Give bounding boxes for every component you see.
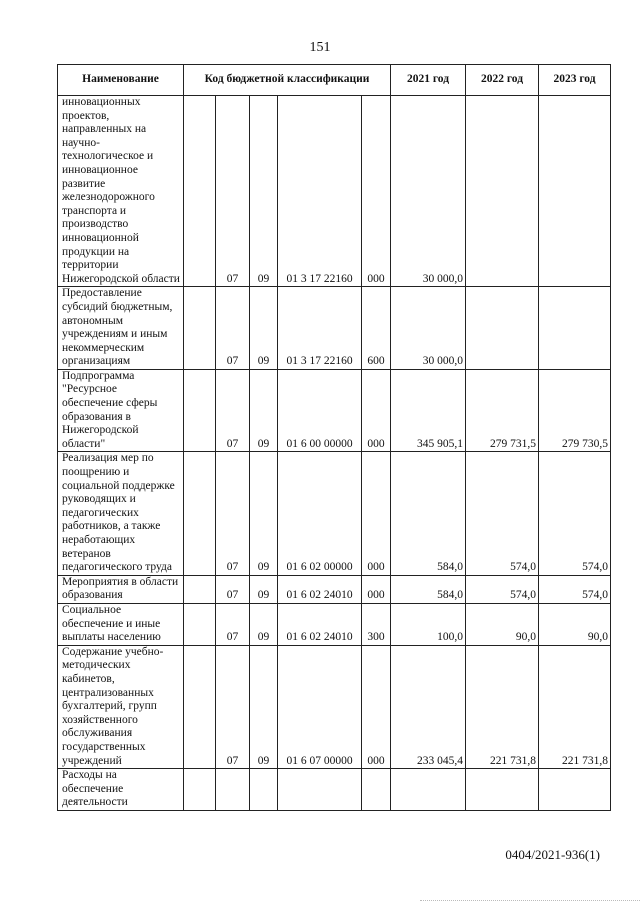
value-2023 [539,769,611,811]
row-name: Реализация мер по поощрению и социальной поддержке руководящих и педагогических работников, а также неработающих ветеранов педагогического труда [58,452,184,575]
empty-code-cell [184,96,216,287]
row-name: Расходы на обеспечение деятельности [58,769,184,811]
code-target: 01 6 02 00000 [278,452,362,575]
code-target: 01 6 02 24010 [278,603,362,645]
code-expense-type [362,769,391,811]
value-2023 [539,287,611,370]
code-expense-type: 000 [362,575,391,603]
value-2021: 233 045,4 [391,645,466,768]
value-2022: 574,0 [466,575,539,603]
empty-code-cell [184,769,216,811]
code-subsection: 09 [250,645,278,768]
code-section: 07 [216,575,250,603]
page-number: 151 [309,40,331,55]
value-2021: 345 905,1 [391,369,466,452]
value-2023: 221 731,8 [539,645,611,768]
empty-code-cell [184,575,216,603]
code-expense-type: 300 [362,603,391,645]
value-2022: 221 731,8 [466,645,539,768]
table-row [58,575,611,603]
header-2023: 2023 год [539,65,611,96]
empty-code-cell [184,603,216,645]
code-section: 07 [216,287,250,370]
code-expense-type: 000 [362,645,391,768]
table-row [58,369,611,452]
code-subsection: 09 [250,603,278,645]
value-2021: 30 000,0 [391,96,466,287]
code-subsection: 09 [250,287,278,370]
page-edge-line [420,900,640,902]
value-2023 [539,96,611,287]
value-2021 [391,769,466,811]
value-2022: 90,0 [466,603,539,645]
code-target [278,769,362,811]
document-code: 0404/2021-936(1) [505,847,600,862]
code-section: 07 [216,603,250,645]
code-expense-type: 000 [362,369,391,452]
code-subsection: 09 [250,575,278,603]
empty-code-cell [184,645,216,768]
empty-code-cell [184,369,216,452]
code-subsection: 09 [250,96,278,287]
header-row [58,65,611,96]
table-row [58,452,611,575]
row-name: инновационных проектов, направленных на научно-технологическое и инновационное развитие железнодорожного транспорта и производство инновационной продукции на территории Нижегородской области [58,96,184,287]
code-target: 01 3 17 22160 [278,287,362,370]
code-section: 07 [216,645,250,768]
value-2023: 574,0 [539,452,611,575]
value-2021: 100,0 [391,603,466,645]
value-2023: 90,0 [539,603,611,645]
value-2023: 279 730,5 [539,369,611,452]
value-2021: 584,0 [391,575,466,603]
value-2022: 574,0 [466,452,539,575]
code-target: 01 6 07 00000 [278,645,362,768]
row-name: Социальное обеспечение и иные выплаты населению [58,603,184,645]
empty-code-cell [184,287,216,370]
row-name: Содержание учебно-методических кабинетов, централизованных бухгалтерий, групп хозяйственного обслуживания государственных учреждений [58,645,184,768]
value-2021: 584,0 [391,452,466,575]
code-section: 07 [216,369,250,452]
row-name: Предоставление субсидий бюджетным, автономным учреждениям и иным некоммерческим организациям [58,287,184,370]
table-row [58,96,611,287]
code-section: 07 [216,96,250,287]
code-expense-type: 000 [362,452,391,575]
value-2022 [466,769,539,811]
code-target: 01 6 00 00000 [278,369,362,452]
row-name: Мероприятия в области образования [58,575,184,603]
value-2023: 574,0 [539,575,611,603]
code-expense-type: 600 [362,287,391,370]
value-2022: 279 731,5 [466,369,539,452]
table-row [58,287,611,370]
header-2022: 2022 год [466,65,539,96]
code-section: 07 [216,452,250,575]
empty-code-cell [184,452,216,575]
header-name: Наименование [58,65,184,96]
code-section [216,769,250,811]
value-2022 [466,96,539,287]
budget-table [57,64,611,811]
code-subsection [250,769,278,811]
code-subsection: 09 [250,452,278,575]
header-code: Код бюджетной классификации [184,65,391,96]
table-row [58,603,611,645]
code-expense-type: 000 [362,96,391,287]
value-2021: 30 000,0 [391,287,466,370]
code-target: 01 6 02 24010 [278,575,362,603]
header-2021: 2021 год [391,65,466,96]
row-name: Подпрограмма "Ресурсное обеспечение сферы образования в Нижегородской области" [58,369,184,452]
code-subsection: 09 [250,369,278,452]
code-target: 01 3 17 22160 [278,96,362,287]
table-row [58,769,611,811]
table-row [58,645,611,768]
value-2022 [466,287,539,370]
